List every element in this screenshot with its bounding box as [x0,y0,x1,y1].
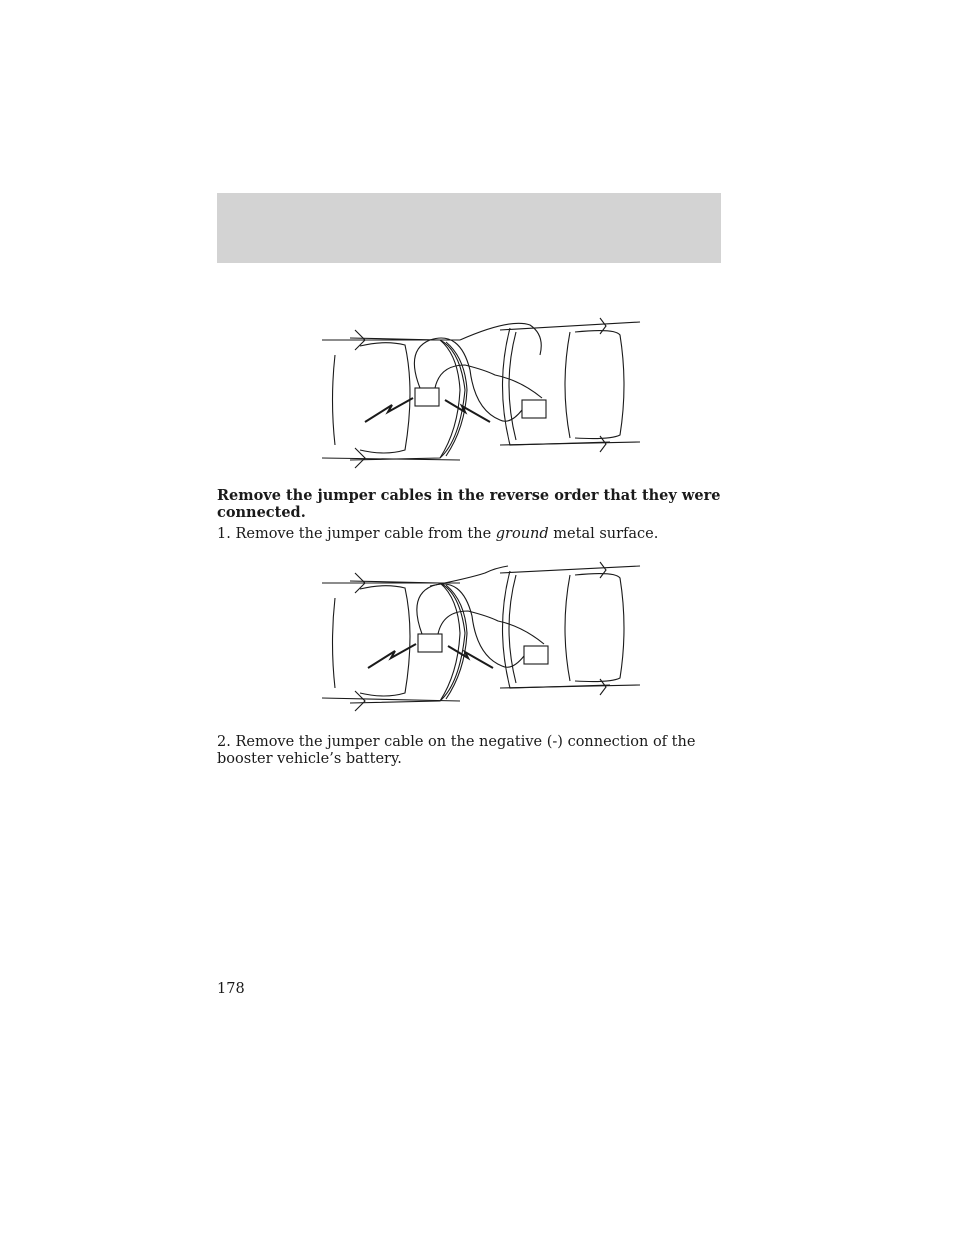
section-header-band [217,193,721,263]
step-1-text [217,526,722,543]
dead-battery [415,388,439,406]
left-vehicle-drawing [322,330,467,468]
step-1-suffix: metal surface. [548,526,659,542]
right-vehicle-drawing [500,318,640,452]
jumper-cables-illustration-2 [310,558,650,718]
dead-battery [418,634,442,652]
jumper-cables-illustration-1 [310,310,650,475]
booster-battery [522,400,546,418]
step-1-emphasis: ground [495,526,549,542]
section-heading: Remove the jumper cables in the reverse order that they were connected. [217,487,721,521]
step-1-prefix: 1. Remove the jumper cable from the [217,526,496,542]
booster-battery [524,646,548,664]
page-number: 178 [217,981,245,997]
left-vehicle-drawing [322,573,467,711]
step-2-text: 2. Remove the jumper cable on the negative (-) connection of the booster vehicle’s battery. [217,734,696,767]
